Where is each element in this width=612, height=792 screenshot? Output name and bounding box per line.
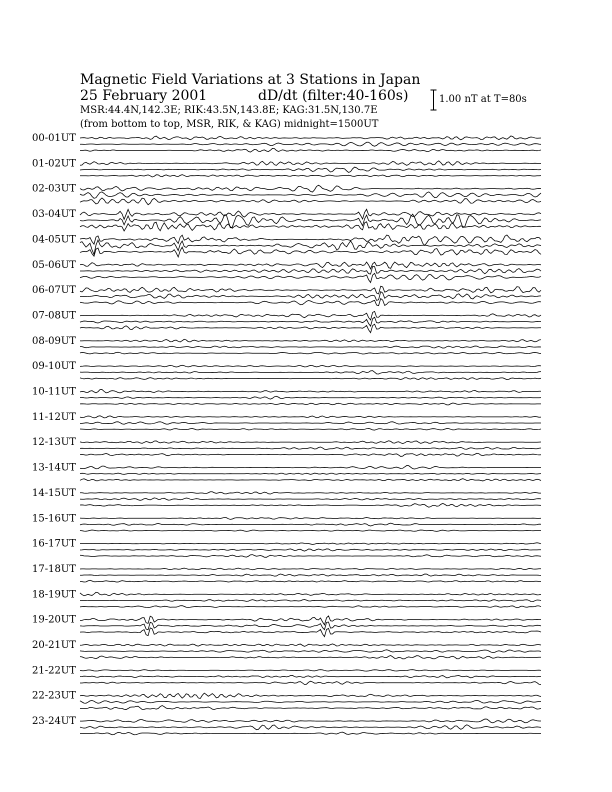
row-label-23-24UT: 23-24UT xyxy=(32,716,76,728)
chart-date: 25 February 2001 xyxy=(80,88,208,104)
scale-label: 1.00 nT at T=80s xyxy=(439,94,527,105)
trace-05-06UT-KAG xyxy=(80,262,541,269)
trace-13-14UT-MSR xyxy=(80,479,541,481)
row-label-19-20UT: 19-20UT xyxy=(32,614,76,626)
row-label-18-19UT: 18-19UT xyxy=(32,589,76,601)
row-label-06-07UT: 06-07UT xyxy=(32,285,76,297)
traces xyxy=(80,136,541,735)
trace-08-09UT-KAG xyxy=(80,339,541,342)
trace-02-03UT-KAG xyxy=(80,185,541,192)
trace-18-19UT-KAG xyxy=(80,592,541,595)
trace-03-04UT-RIK xyxy=(80,214,541,228)
trace-01-02UT-MSR xyxy=(80,175,541,177)
trace-10-11UT-RIK xyxy=(80,396,541,399)
row-label-20-21UT: 20-21UT xyxy=(32,640,76,651)
trace-00-01UT-RIK xyxy=(80,142,541,146)
trace-06-07UT-MSR xyxy=(80,299,541,306)
trace-19-20UT-KAG xyxy=(80,616,541,625)
trace-11-12UT-KAG xyxy=(80,416,541,418)
trace-10-11UT-KAG xyxy=(80,389,541,392)
trace-15-16UT-RIK xyxy=(80,523,541,526)
trace-09-10UT-RIK xyxy=(80,371,541,374)
trace-06-07UT-KAG xyxy=(80,286,541,294)
trace-13-14UT-RIK xyxy=(80,473,541,474)
row-label-15-16UT: 15-16UT xyxy=(32,513,76,525)
trace-02-03UT-MSR xyxy=(80,198,541,205)
trace-12-13UT-KAG xyxy=(80,441,541,444)
trace-22-23UT-KAG xyxy=(80,693,541,698)
trace-03-04UT-KAG xyxy=(80,209,541,219)
trace-08-09UT-RIK xyxy=(80,346,541,348)
trace-14-15UT-KAG xyxy=(80,492,541,494)
trace-10-11UT-MSR xyxy=(80,403,541,405)
chart-title: Magnetic Field Variations at 3 Stations in Japan xyxy=(80,72,421,88)
trace-17-18UT-MSR xyxy=(80,580,541,582)
scale-bar xyxy=(430,89,437,111)
trace-16-17UT-RIK xyxy=(80,549,541,551)
trace-01-02UT-RIK xyxy=(80,167,541,172)
row-label-11-12UT: 11-12UT xyxy=(32,411,76,423)
row-label-09-10UT: 09-10UT xyxy=(32,361,76,373)
trace-16-17UT-MSR xyxy=(80,555,541,558)
trace-00-01UT-KAG xyxy=(80,136,541,140)
trace-23-24UT-MSR xyxy=(80,732,541,735)
trace-21-22UT-RIK xyxy=(80,675,541,677)
trace-11-12UT-RIK xyxy=(80,422,541,424)
station-coordinates: MSR:44.4N,142.3E; RIK:43.5N,143.8E; KAG:31.5N,130.7E xyxy=(80,105,378,116)
row-label-00-01UT: 00-01UT xyxy=(32,133,76,144)
trace-22-23UT-MSR xyxy=(80,706,541,710)
row-label-08-09UT: 08-09UT xyxy=(32,335,76,347)
trace-21-22UT-MSR xyxy=(80,681,541,684)
trace-20-21UT-MSR xyxy=(80,656,541,659)
trace-05-06UT-MSR xyxy=(80,273,541,282)
row-label-07-08UT: 07-08UT xyxy=(32,310,76,322)
trace-23-24UT-RIK xyxy=(80,725,541,730)
trace-04-05UT-RIK xyxy=(80,240,541,254)
row-labels xyxy=(32,133,76,727)
row-label-03-04UT: 03-04UT xyxy=(32,209,76,221)
row-label-21-22UT: 21-22UT xyxy=(32,665,76,677)
trace-08-09UT-MSR xyxy=(80,352,541,354)
trace-09-10UT-MSR xyxy=(80,378,541,380)
row-label-12-13UT: 12-13UT xyxy=(32,437,76,449)
trace-23-24UT-KAG xyxy=(80,719,541,723)
trace-07-08UT-KAG xyxy=(80,311,541,320)
row-label-04-05UT: 04-05UT xyxy=(32,234,76,246)
row-label-10-11UT: 10-11UT xyxy=(32,386,76,398)
row-label-14-15UT: 14-15UT xyxy=(32,487,76,499)
trace-01-02UT-KAG xyxy=(80,161,541,166)
trace-11-12UT-MSR xyxy=(80,428,541,430)
trace-05-06UT-RIK xyxy=(80,266,541,274)
trace-15-16UT-MSR xyxy=(80,530,541,531)
trace-17-18UT-RIK xyxy=(80,574,541,576)
trace-19-20UT-MSR xyxy=(80,628,541,637)
trace-07-08UT-MSR xyxy=(80,324,541,332)
trace-06-07UT-RIK xyxy=(80,292,541,301)
row-label-02-03UT: 02-03UT xyxy=(32,183,76,195)
trace-18-19UT-RIK xyxy=(80,600,541,602)
trace-16-17UT-KAG xyxy=(80,543,541,545)
trace-17-18UT-KAG xyxy=(80,568,541,570)
row-label-22-23UT: 22-23UT xyxy=(32,690,76,702)
trace-18-19UT-MSR xyxy=(80,606,541,608)
trace-21-22UT-KAG xyxy=(80,670,541,671)
trace-22-23UT-RIK xyxy=(80,700,541,703)
trace-02-03UT-RIK xyxy=(80,192,541,198)
trace-12-13UT-RIK xyxy=(80,447,541,450)
trace-00-01UT-MSR xyxy=(80,148,541,152)
row-label-01-02UT: 01-02UT xyxy=(32,158,76,170)
trace-14-15UT-MSR xyxy=(80,503,541,507)
trace-15-16UT-KAG xyxy=(80,517,541,519)
row-label-05-06UT: 05-06UT xyxy=(32,259,76,271)
trace-09-10UT-KAG xyxy=(80,365,541,367)
trace-03-04UT-MSR xyxy=(80,222,541,231)
trace-20-21UT-KAG xyxy=(80,644,541,646)
trace-04-05UT-MSR xyxy=(80,247,541,257)
chart-quantity: dD/dt (filter:40-160s) xyxy=(258,88,409,104)
trace-14-15UT-RIK xyxy=(80,498,541,500)
station-order-note: (from bottom to top, MSR, RIK, & KAG) midnight=1500UT xyxy=(80,119,379,130)
trace-12-13UT-MSR xyxy=(80,453,541,456)
row-label-13-14UT: 13-14UT xyxy=(32,462,76,474)
trace-19-20UT-RIK xyxy=(80,622,541,630)
row-label-17-18UT: 17-18UT xyxy=(32,563,76,575)
trace-07-08UT-RIK xyxy=(80,317,541,326)
row-label-16-17UT: 16-17UT xyxy=(32,538,76,550)
trace-13-14UT-KAG xyxy=(80,466,541,469)
trace-20-21UT-RIK xyxy=(80,650,541,653)
